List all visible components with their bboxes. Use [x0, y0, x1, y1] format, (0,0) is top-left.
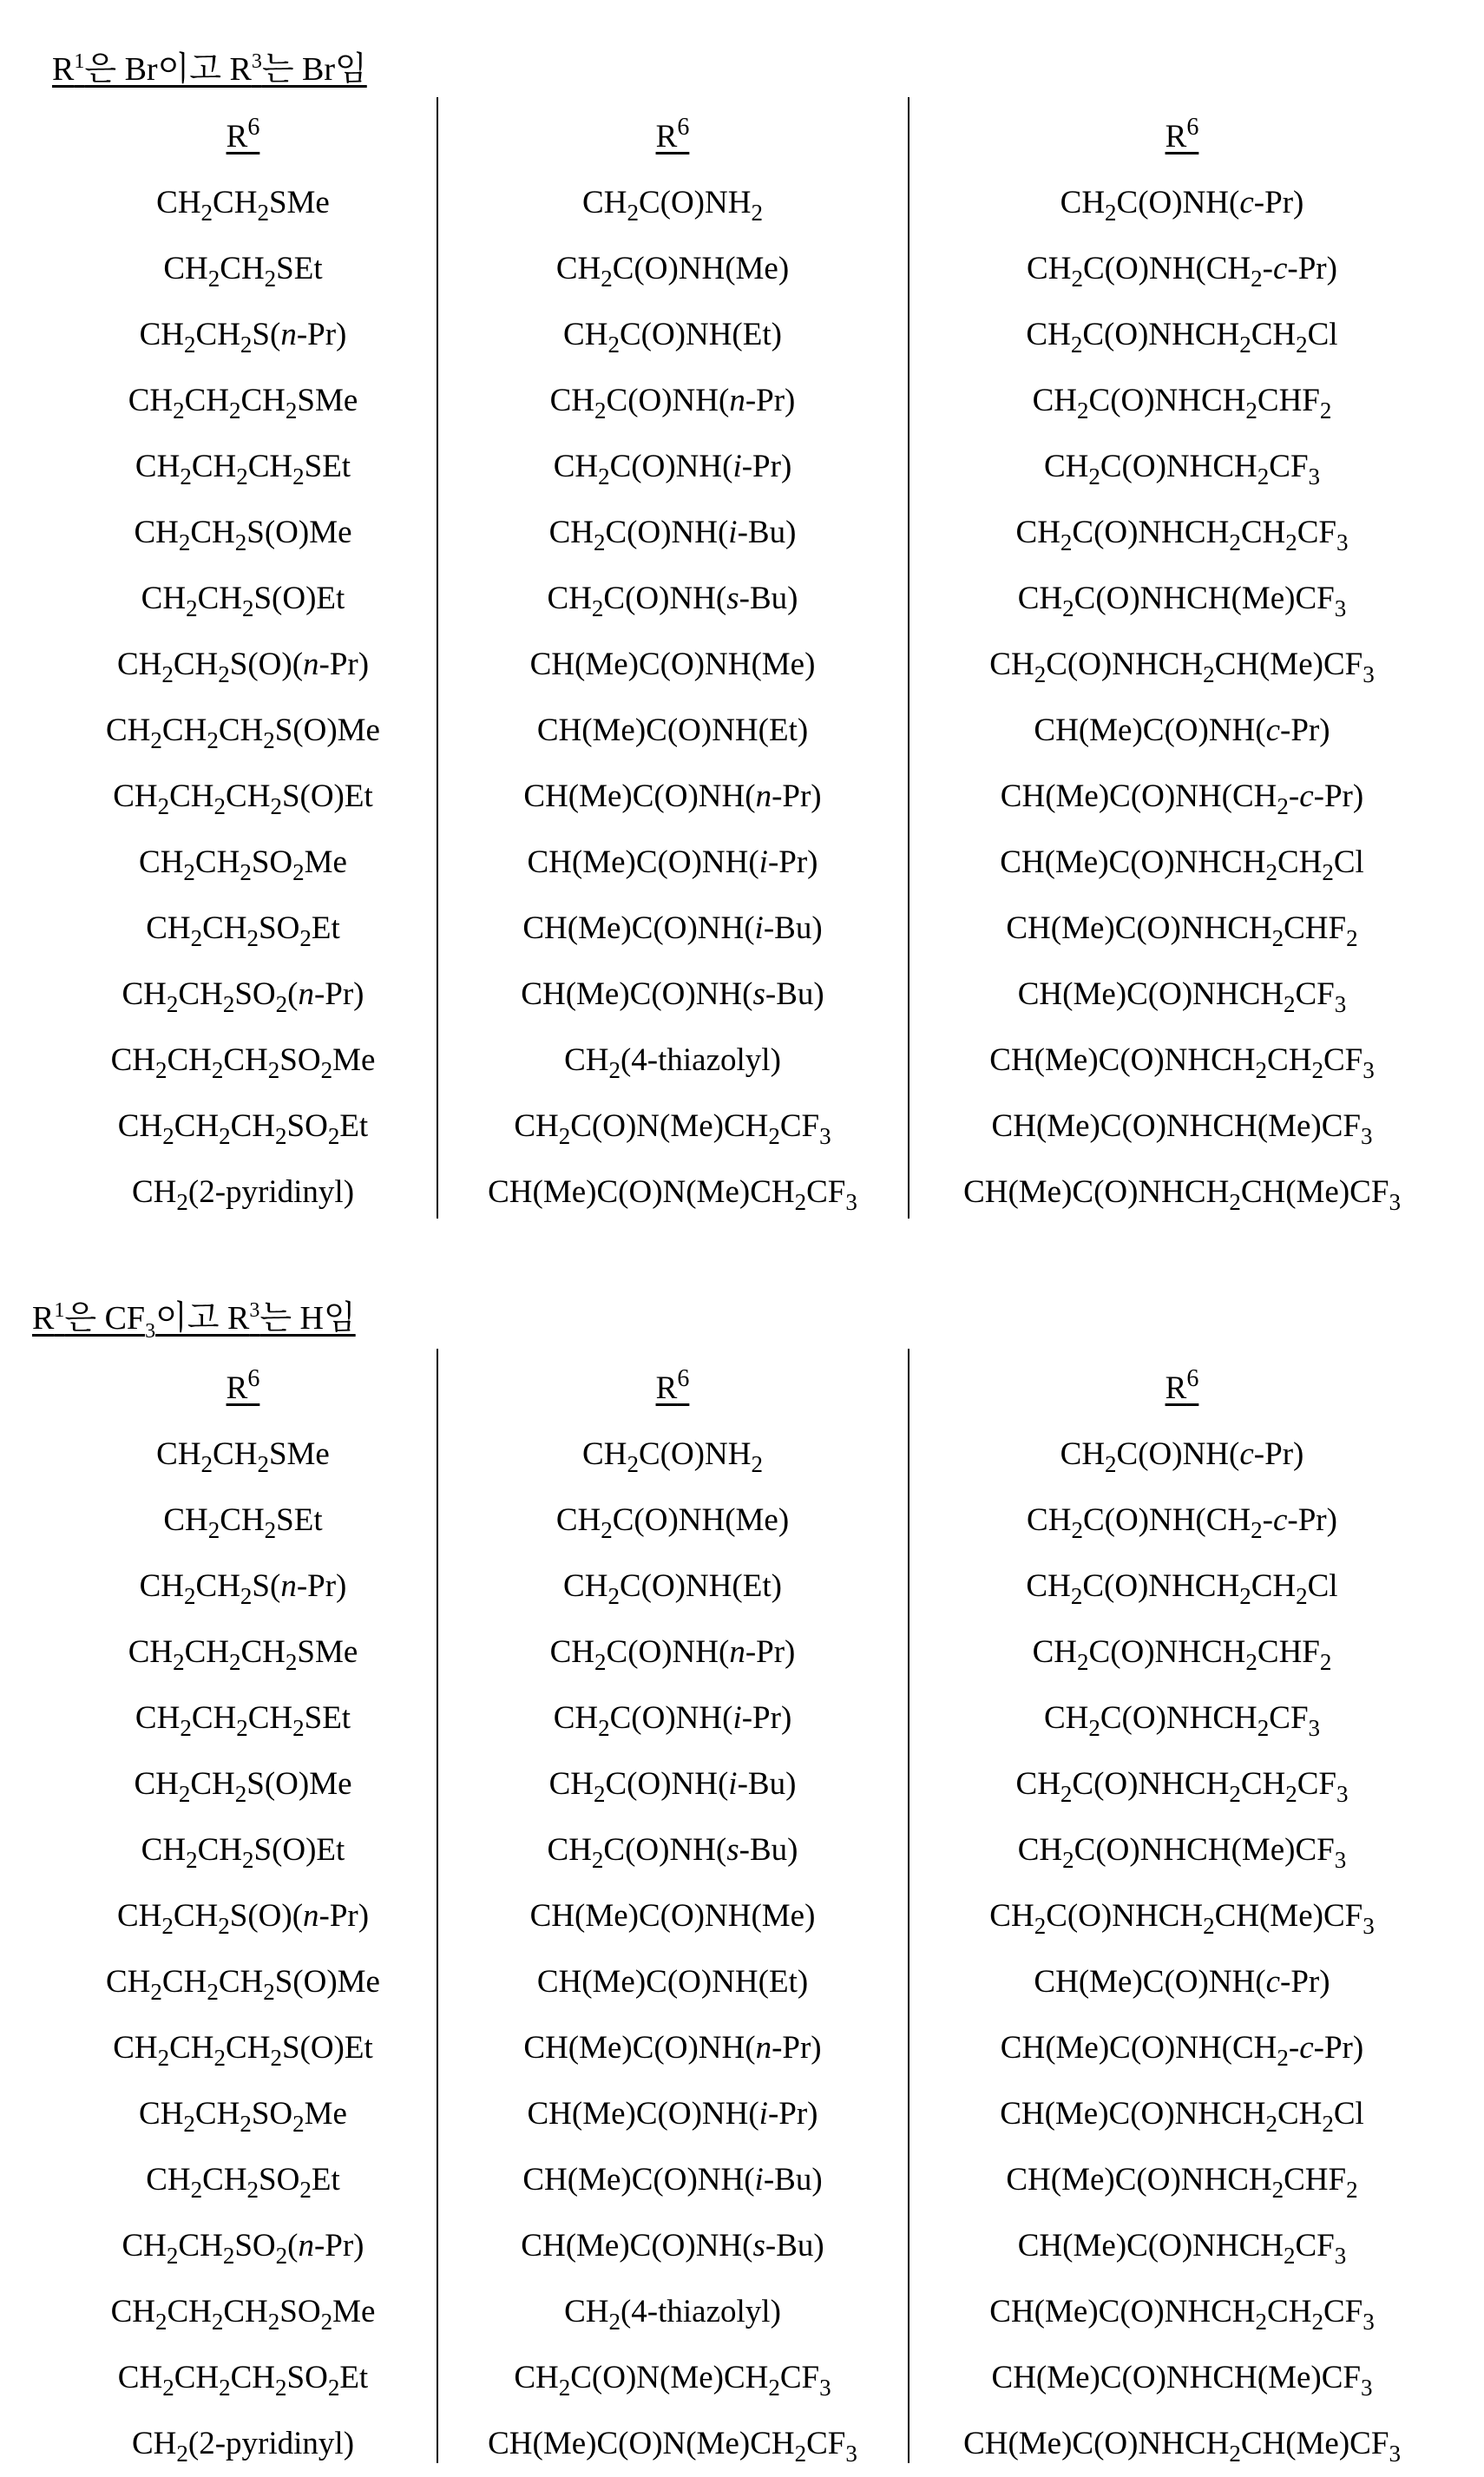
substituent-cell: CH2C(O)NH(n-Pr): [438, 1620, 907, 1685]
r6-column: [438, 1356, 907, 2477]
heading-text: 이고 R: [155, 1300, 249, 1337]
header-sup: 6: [1186, 114, 1198, 141]
substituent-cell: CH2C(O)NH(s-Bu): [438, 1817, 907, 1883]
substituent-cell: CH2CH2SO2(n-Pr): [9, 2213, 477, 2279]
substituent-cell: CH2C(O)NH(i-Bu): [438, 1751, 907, 1817]
column-header-label: [1166, 119, 1199, 154]
column-divider: [908, 1349, 909, 2463]
column-header-label: [227, 1370, 260, 1406]
substituent-cell: CH2C(O)NHCH2CF3: [948, 434, 1416, 500]
header-sup: 6: [677, 1365, 689, 1392]
substituent-cell: CH2C(O)NHCH2CH2Cl: [948, 302, 1416, 368]
substituent-cell: CH2CH2S(O)Me: [9, 500, 477, 566]
substituent-cell: CH(Me)C(O)NHCH2CHF2: [948, 2147, 1416, 2213]
substituent-cell: CH2C(O)NH(i-Pr): [438, 1685, 907, 1751]
substituent-cell: CH2CH2CH2S(O)Et: [9, 2015, 477, 2081]
column-header-r6: [948, 104, 1416, 170]
r6-column: [948, 1356, 1416, 2477]
substituent-cell: CH2CH2CH2S(O)Et: [9, 764, 477, 830]
column-header-r6: [438, 1356, 907, 1422]
column-header-r6: [9, 104, 477, 170]
substituent-cell: CH2C(O)NHCH2CHF2: [948, 1620, 1416, 1685]
substituent-cell: CH2(2-pyridinyl): [9, 1160, 477, 1225]
substituent-cell: CH2C(O)NH(CH2-c-Pr): [948, 236, 1416, 302]
header-base: R: [227, 1370, 248, 1406]
heading-sup: 3: [249, 1299, 259, 1322]
substituent-cell: CH2CH2CH2SO2Me: [9, 2279, 477, 2345]
substituent-cell: CH2CH2SEt: [9, 236, 477, 302]
substituent-cell: CH2CH2SO2(n-Pr): [9, 962, 477, 1028]
column-header-label: [227, 119, 260, 154]
column-header-label: [656, 119, 690, 154]
heading-text: 는 Br임: [262, 51, 367, 88]
substituent-cell: CH(Me)C(O)NH(s-Bu): [438, 962, 907, 1028]
substituent-cell: CH2C(O)NH(c-Pr): [948, 1422, 1416, 1488]
substituent-cell: CH(Me)C(O)NH(Et): [438, 698, 907, 764]
substituent-cell: CH2CH2SO2Et: [9, 2147, 477, 2213]
substituent-cell: CH(Me)C(O)NHCH2CH2CF3: [948, 2279, 1416, 2345]
heading-sup: 1: [54, 1299, 64, 1322]
r6-column: [438, 104, 907, 1225]
r6-column: [9, 1356, 477, 2477]
r6-column: [9, 104, 477, 1225]
substituent-cell: CH2CH2CH2SO2Me: [9, 1028, 477, 1094]
substituent-cell: CH2CH2S(O)Me: [9, 1751, 477, 1817]
substituent-cell: CH2CH2SO2Et: [9, 896, 477, 962]
substituent-cell: CH(Me)C(O)NHCH2CHF2: [948, 896, 1416, 962]
substituent-cell: CH2(2-pyridinyl): [9, 2411, 477, 2477]
heading-sup: 1: [74, 50, 84, 73]
heading-sup: 3: [252, 50, 262, 73]
header-sup: 6: [677, 114, 689, 141]
substituent-cell: CH(Me)C(O)NH(n-Pr): [438, 764, 907, 830]
substituent-cell: CH2C(O)NH(i-Bu): [438, 500, 907, 566]
substituent-cell: CH2C(O)NH(n-Pr): [438, 368, 907, 434]
substituent-cell: CH2CH2CH2SMe: [9, 1620, 477, 1685]
substituent-cell: CH(Me)C(O)NH(i-Bu): [438, 896, 907, 962]
substituent-cell: CH2CH2SMe: [9, 1422, 477, 1488]
substituent-cell: CH(Me)C(O)NH(c-Pr): [948, 698, 1416, 764]
substituent-cell: CH(Me)C(O)NHCH2CF3: [948, 962, 1416, 1028]
substituent-cell: CH(Me)C(O)NHCH2CF3: [948, 2213, 1416, 2279]
substituent-cell: CH(Me)C(O)N(Me)CH2CF3: [438, 1160, 907, 1225]
substituent-cell: CH(Me)C(O)NH(Et): [438, 1949, 907, 2015]
substituent-cell: CH(Me)C(O)NH(CH2-c-Pr): [948, 764, 1416, 830]
substituent-cell: CH2C(O)NHCH(Me)CF3: [948, 566, 1416, 632]
substituent-cell: CH2C(O)NH(Et): [438, 1554, 907, 1620]
substituent-cell: CH(Me)C(O)NH(s-Bu): [438, 2213, 907, 2279]
substituent-cell: CH2C(O)NH(Me): [438, 236, 907, 302]
substituent-cell: CH2CH2CH2S(O)Me: [9, 1949, 477, 2015]
substituent-cell: CH2(4-thiazolyl): [438, 1028, 907, 1094]
substituent-cell: CH2C(O)NH(CH2-c-Pr): [948, 1488, 1416, 1554]
substituent-cell: CH2CH2S(O)(n-Pr): [9, 632, 477, 698]
substituent-cell: CH2C(O)NH(Et): [438, 302, 907, 368]
substituent-cell: CH2CH2S(O)Et: [9, 1817, 477, 1883]
section-heading: [52, 42, 367, 89]
heading-text: 은 Br이고 R: [84, 51, 251, 88]
header-sup: 6: [247, 114, 259, 141]
substituent-cell: CH2CH2S(n-Pr): [9, 302, 477, 368]
substituent-cell: CH(Me)C(O)NHCH(Me)CF3: [948, 2345, 1416, 2411]
substituent-cell: CH2C(O)NHCH2CH(Me)CF3: [948, 632, 1416, 698]
substituent-cell: CH2CH2CH2SEt: [9, 434, 477, 500]
substituent-cell: CH2(4-thiazolyl): [438, 2279, 907, 2345]
substituent-cell: CH(Me)C(O)NHCH2CH(Me)CF3: [948, 2411, 1416, 2477]
substituent-cell: CH2C(O)NHCH2CH2Cl: [948, 1554, 1416, 1620]
column-header-label: [1166, 1370, 1199, 1406]
substituent-cell: CH2CH2SO2Me: [9, 2081, 477, 2147]
substituent-cell: CH(Me)C(O)NH(n-Pr): [438, 2015, 907, 2081]
substituent-cell: CH2C(O)N(Me)CH2CF3: [438, 1094, 907, 1160]
substituent-cell: CH(Me)C(O)NH(CH2-c-Pr): [948, 2015, 1416, 2081]
header-sup: 6: [1186, 1365, 1198, 1392]
substituent-cell: CH(Me)C(O)NH(i-Pr): [438, 830, 907, 896]
heading-text: R: [32, 1300, 54, 1337]
header-base: R: [1166, 119, 1187, 154]
header-sup: 6: [247, 1365, 259, 1392]
substituent-cell: CH2C(O)NHCH2CH2CF3: [948, 1751, 1416, 1817]
substituent-cell: CH2CH2S(O)(n-Pr): [9, 1883, 477, 1949]
substituent-cell: CH2CH2CH2S(O)Me: [9, 698, 477, 764]
substituent-cell: CH2C(O)N(Me)CH2CF3: [438, 2345, 907, 2411]
substituent-cell: CH2CH2CH2SEt: [9, 1685, 477, 1751]
substituent-cell: CH2C(O)NHCH2CH(Me)CF3: [948, 1883, 1416, 1949]
substituent-cell: CH2C(O)NH(Me): [438, 1488, 907, 1554]
section-heading: [32, 1291, 356, 1338]
substituent-cell: CH(Me)C(O)NH(Me): [438, 632, 907, 698]
header-base: R: [656, 119, 678, 154]
heading-text: 은 CF: [64, 1300, 145, 1337]
substituent-cell: CH(Me)C(O)NH(c-Pr): [948, 1949, 1416, 2015]
substituent-cell: CH2C(O)NH(c-Pr): [948, 170, 1416, 236]
substituent-cell: CH2CH2SO2Me: [9, 830, 477, 896]
column-header-label: [656, 1370, 690, 1406]
substituent-cell: CH2CH2S(O)Et: [9, 566, 477, 632]
substituent-cell: CH(Me)C(O)NHCH2CH(Me)CF3: [948, 1160, 1416, 1225]
substituent-cell: CH2C(O)NHCH2CF3: [948, 1685, 1416, 1751]
substituent-cell: CH2C(O)NH(i-Pr): [438, 434, 907, 500]
substituent-cell: CH2C(O)NH2: [438, 170, 907, 236]
column-header-r6: [438, 104, 907, 170]
substituent-cell: CH2C(O)NH(s-Bu): [438, 566, 907, 632]
substituent-cell: CH2CH2SMe: [9, 170, 477, 236]
substituent-cell: CH(Me)C(O)NHCH2CH2Cl: [948, 830, 1416, 896]
substituent-cell: CH(Me)C(O)NH(i-Pr): [438, 2081, 907, 2147]
header-base: R: [656, 1370, 678, 1406]
heading-sub: 3: [145, 1320, 155, 1343]
substituent-cell: CH(Me)C(O)NH(Me): [438, 1883, 907, 1949]
substituent-cell: CH2C(O)NHCH(Me)CF3: [948, 1817, 1416, 1883]
header-base: R: [227, 119, 248, 154]
heading-text: 는 H임: [259, 1300, 355, 1337]
substituent-cell: CH(Me)C(O)NHCH(Me)CF3: [948, 1094, 1416, 1160]
substituent-cell: CH(Me)C(O)N(Me)CH2CF3: [438, 2411, 907, 2477]
substituent-cell: CH2C(O)NHCH2CH2CF3: [948, 500, 1416, 566]
substituent-cell: CH(Me)C(O)NH(i-Bu): [438, 2147, 907, 2213]
heading-text: R: [52, 51, 74, 88]
substituent-cell: CH2C(O)NH2: [438, 1422, 907, 1488]
substituent-cell: CH2CH2CH2SMe: [9, 368, 477, 434]
substituent-cell: CH2CH2CH2SO2Et: [9, 1094, 477, 1160]
r6-column: [948, 104, 1416, 1225]
substituent-cell: CH2CH2SEt: [9, 1488, 477, 1554]
substituent-cell: CH2CH2S(n-Pr): [9, 1554, 477, 1620]
substituent-cell: CH2CH2CH2SO2Et: [9, 2345, 477, 2411]
substituent-cell: CH(Me)C(O)NHCH2CH2CF3: [948, 1028, 1416, 1094]
column-header-r6: [948, 1356, 1416, 1422]
substituent-cell: CH2C(O)NHCH2CHF2: [948, 368, 1416, 434]
substituent-cell: CH(Me)C(O)NHCH2CH2Cl: [948, 2081, 1416, 2147]
column-divider: [908, 97, 909, 1219]
column-header-r6: [9, 1356, 477, 1422]
header-base: R: [1166, 1370, 1187, 1406]
